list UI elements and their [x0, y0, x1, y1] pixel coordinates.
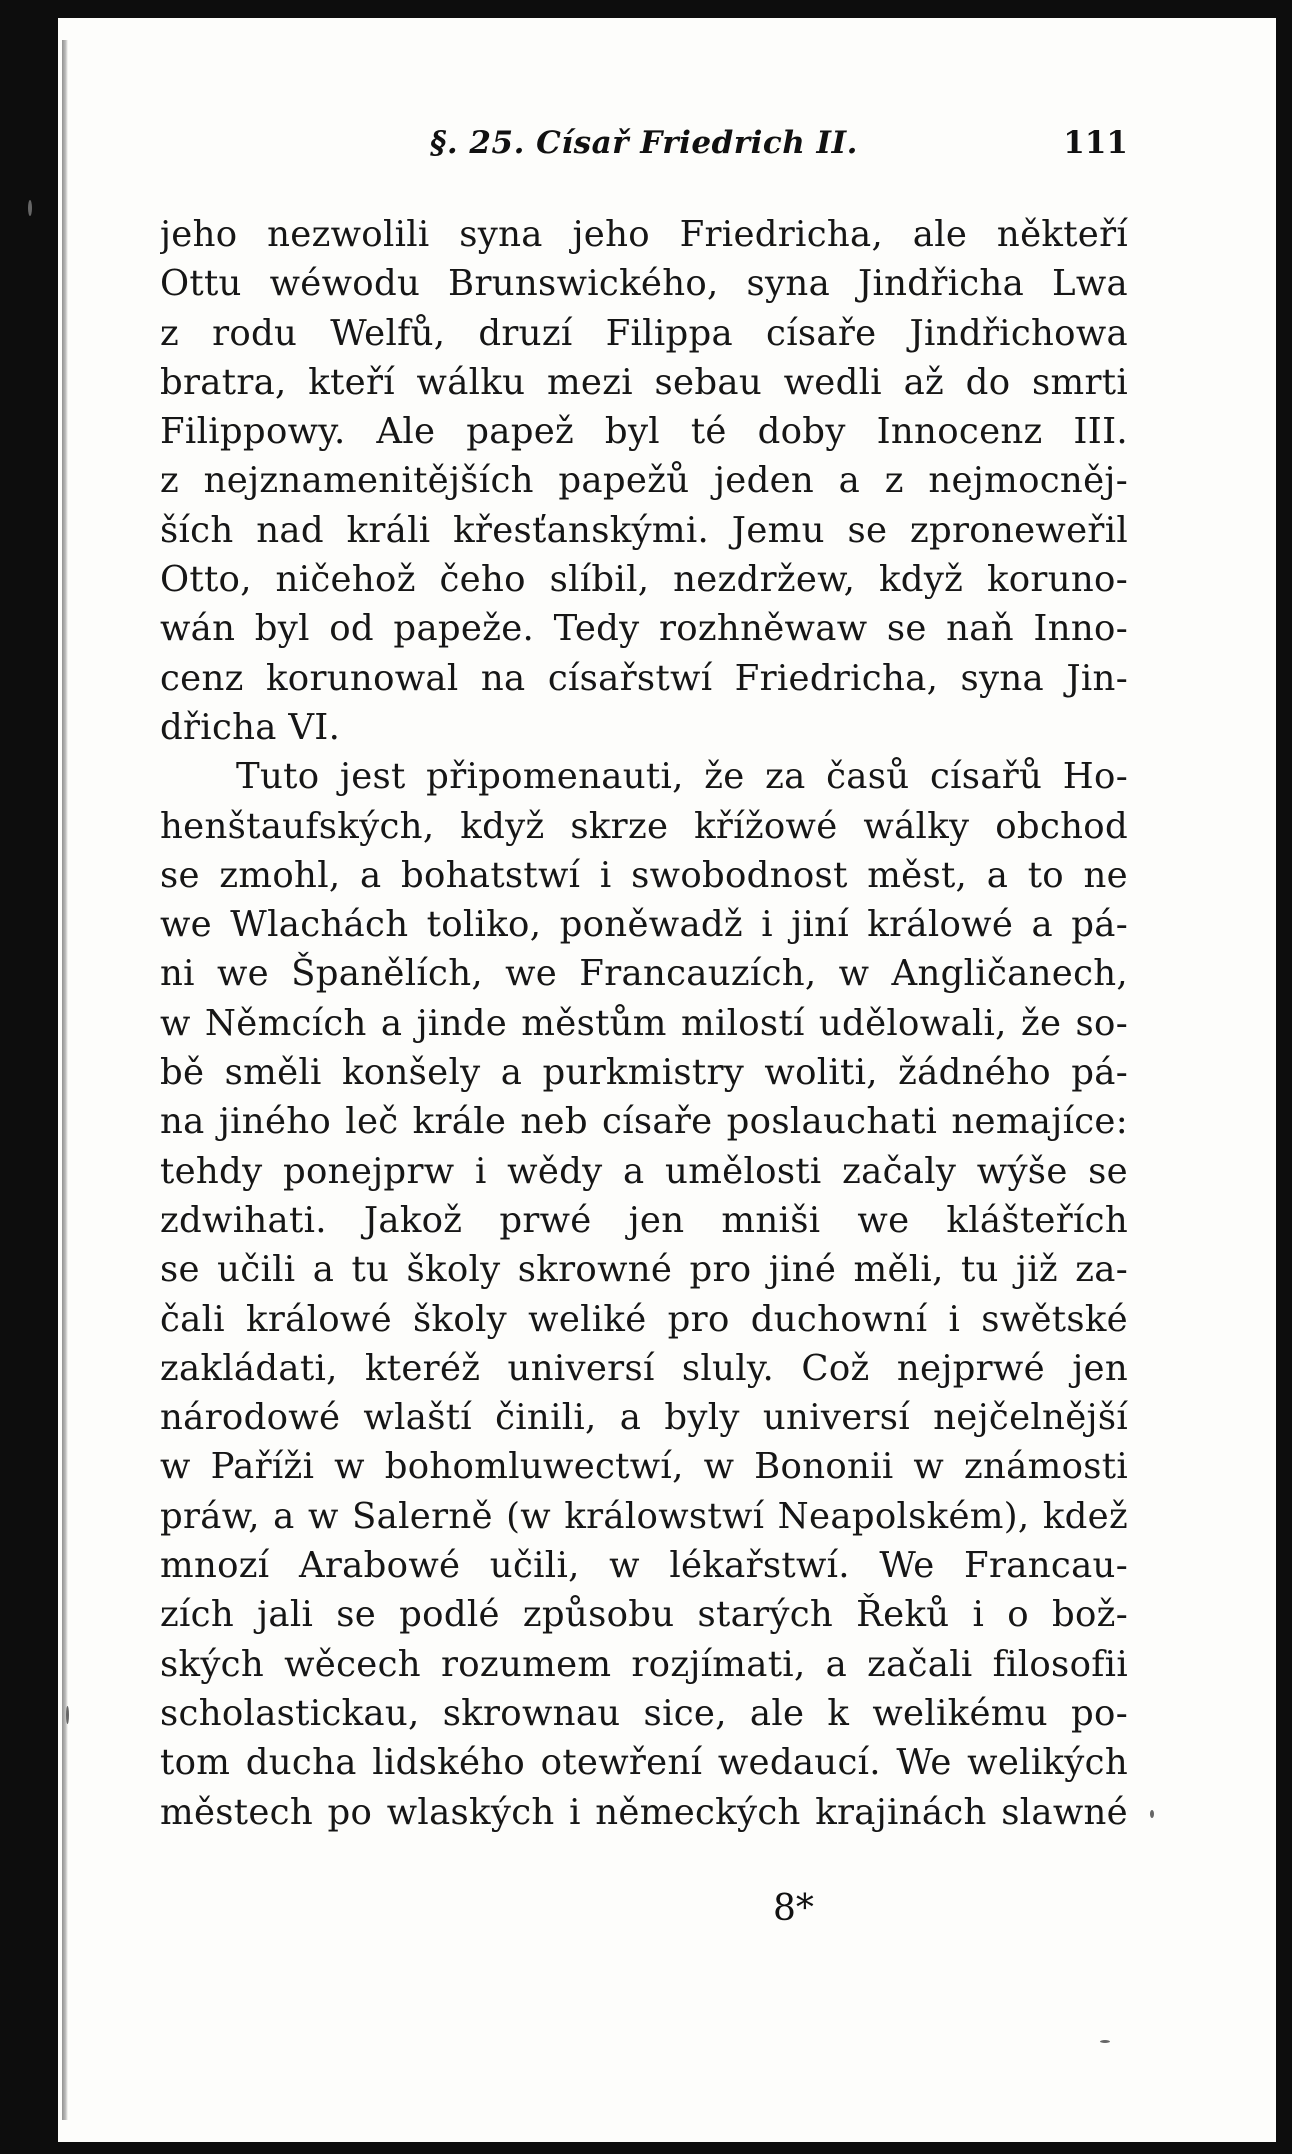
- text-line: z nejznamenitějších papežů jeden a z nejmocněj-: [160, 460, 1128, 502]
- signature-mark: 8*: [773, 1888, 814, 1929]
- text-line: mnozí Arabowé učili, w lékařstwí. We Francau-: [160, 1545, 1128, 1587]
- text-line: práw, a w Salerně (w králowstwí Neapolském), kdež: [160, 1495, 1128, 1537]
- text-line: bě směli konšely a purkmistry woliti, žádného pá-: [160, 1052, 1128, 1094]
- paragraph-1: [160, 210, 1128, 752]
- text-line: tom ducha lidského otewření wedaucí. We welikých: [160, 1742, 1128, 1784]
- print-speck: [66, 1706, 69, 1724]
- text-line: Ottu wéwodu Brunswického, syna Jindřicha Lwa: [160, 263, 1128, 305]
- running-head-title: §. 25. Císař Friedrich II.: [430, 125, 858, 161]
- text-line: dřicha VI.: [160, 706, 341, 748]
- text-line: Tuto jest připomenauti, že za časů císařů Ho-: [236, 756, 1128, 798]
- text-line: scholastickau, skrownau sice, ale k welikému po-: [160, 1692, 1128, 1734]
- text-line: tehdy ponejprw i wědy a umělosti začaly wýše se: [160, 1150, 1128, 1192]
- text-line: čali králowé školy weliké pro duchowní i swětské: [160, 1298, 1128, 1340]
- text-line: Filippowy. Ale papež byl té doby Innocenz III.: [160, 411, 1128, 453]
- text-line: ských wěcech rozumem rozjímati, a začali filosofii: [160, 1643, 1128, 1685]
- text-line: bratra, kteří wálku mezi sebau wedli až do smrti: [160, 361, 1128, 403]
- running-head: [160, 125, 1128, 181]
- text-line: cenz korunowal na císařstwí Friedricha, syna Jin-: [160, 657, 1128, 699]
- text-line: Otto, ničehož čeho slíbil, nezdržew, když koruno-: [160, 559, 1128, 601]
- page-gutter-shadow: [62, 40, 68, 2120]
- print-speck: [1100, 2040, 1110, 2043]
- text-line: zakládati, kteréž universí sluly. Což nejprwé jen: [160, 1347, 1128, 1389]
- text-line: jeho nezwolili syna jeho Friedricha, ale někteří: [160, 214, 1128, 255]
- text-line: zích jali se podlé způsobu starých Řeků i o bož-: [160, 1594, 1128, 1636]
- page-number: 111: [1063, 125, 1128, 161]
- text-line: w Paříži w bohomluwectwí, w Bononii w známosti: [160, 1446, 1128, 1488]
- print-speck: [1150, 1810, 1154, 1818]
- body-text: [160, 210, 1128, 1837]
- text-line: ni we Španělích, we Francauzích, w Angličanech,: [160, 953, 1128, 995]
- text-line: národowé wlaští činili, a byly universí nejčelnější: [160, 1397, 1128, 1439]
- text-line: we Wlachách toliko, poněwadž i jiní králowé a pá-: [160, 904, 1128, 946]
- text-line: wán byl od papeže. Tedy rozhněwaw se naň Inno-: [160, 608, 1128, 650]
- paragraph-2: [160, 752, 1128, 1837]
- text-line: w Němcích a jinde městům milostí udělowali, že so-: [160, 1002, 1128, 1044]
- text-line: zdwihati. Jakož prwé jen mniši we klášteřích: [160, 1199, 1128, 1241]
- text-line: se učili a tu školy skrowné pro jiné měli, tu již za-: [160, 1249, 1128, 1291]
- text-line: z rodu Welfů, druzí Filippa císaře Jindřichowa: [160, 312, 1128, 354]
- text-line: henštaufských, když skrze křížowé wálky obchod: [160, 805, 1128, 847]
- text-line: ších nad králi křesťanskými. Jemu se zproneweřil: [160, 509, 1128, 551]
- text-line: se zmohl, a bohatstwí i swobodnost měst, a to ne: [160, 854, 1128, 896]
- text-line: městech po wlaských i německých krajinách slawné: [160, 1791, 1128, 1833]
- print-speck: [28, 200, 32, 216]
- text-line: na jiného leč krále neb císaře poslauchati nemajíce:: [160, 1101, 1128, 1143]
